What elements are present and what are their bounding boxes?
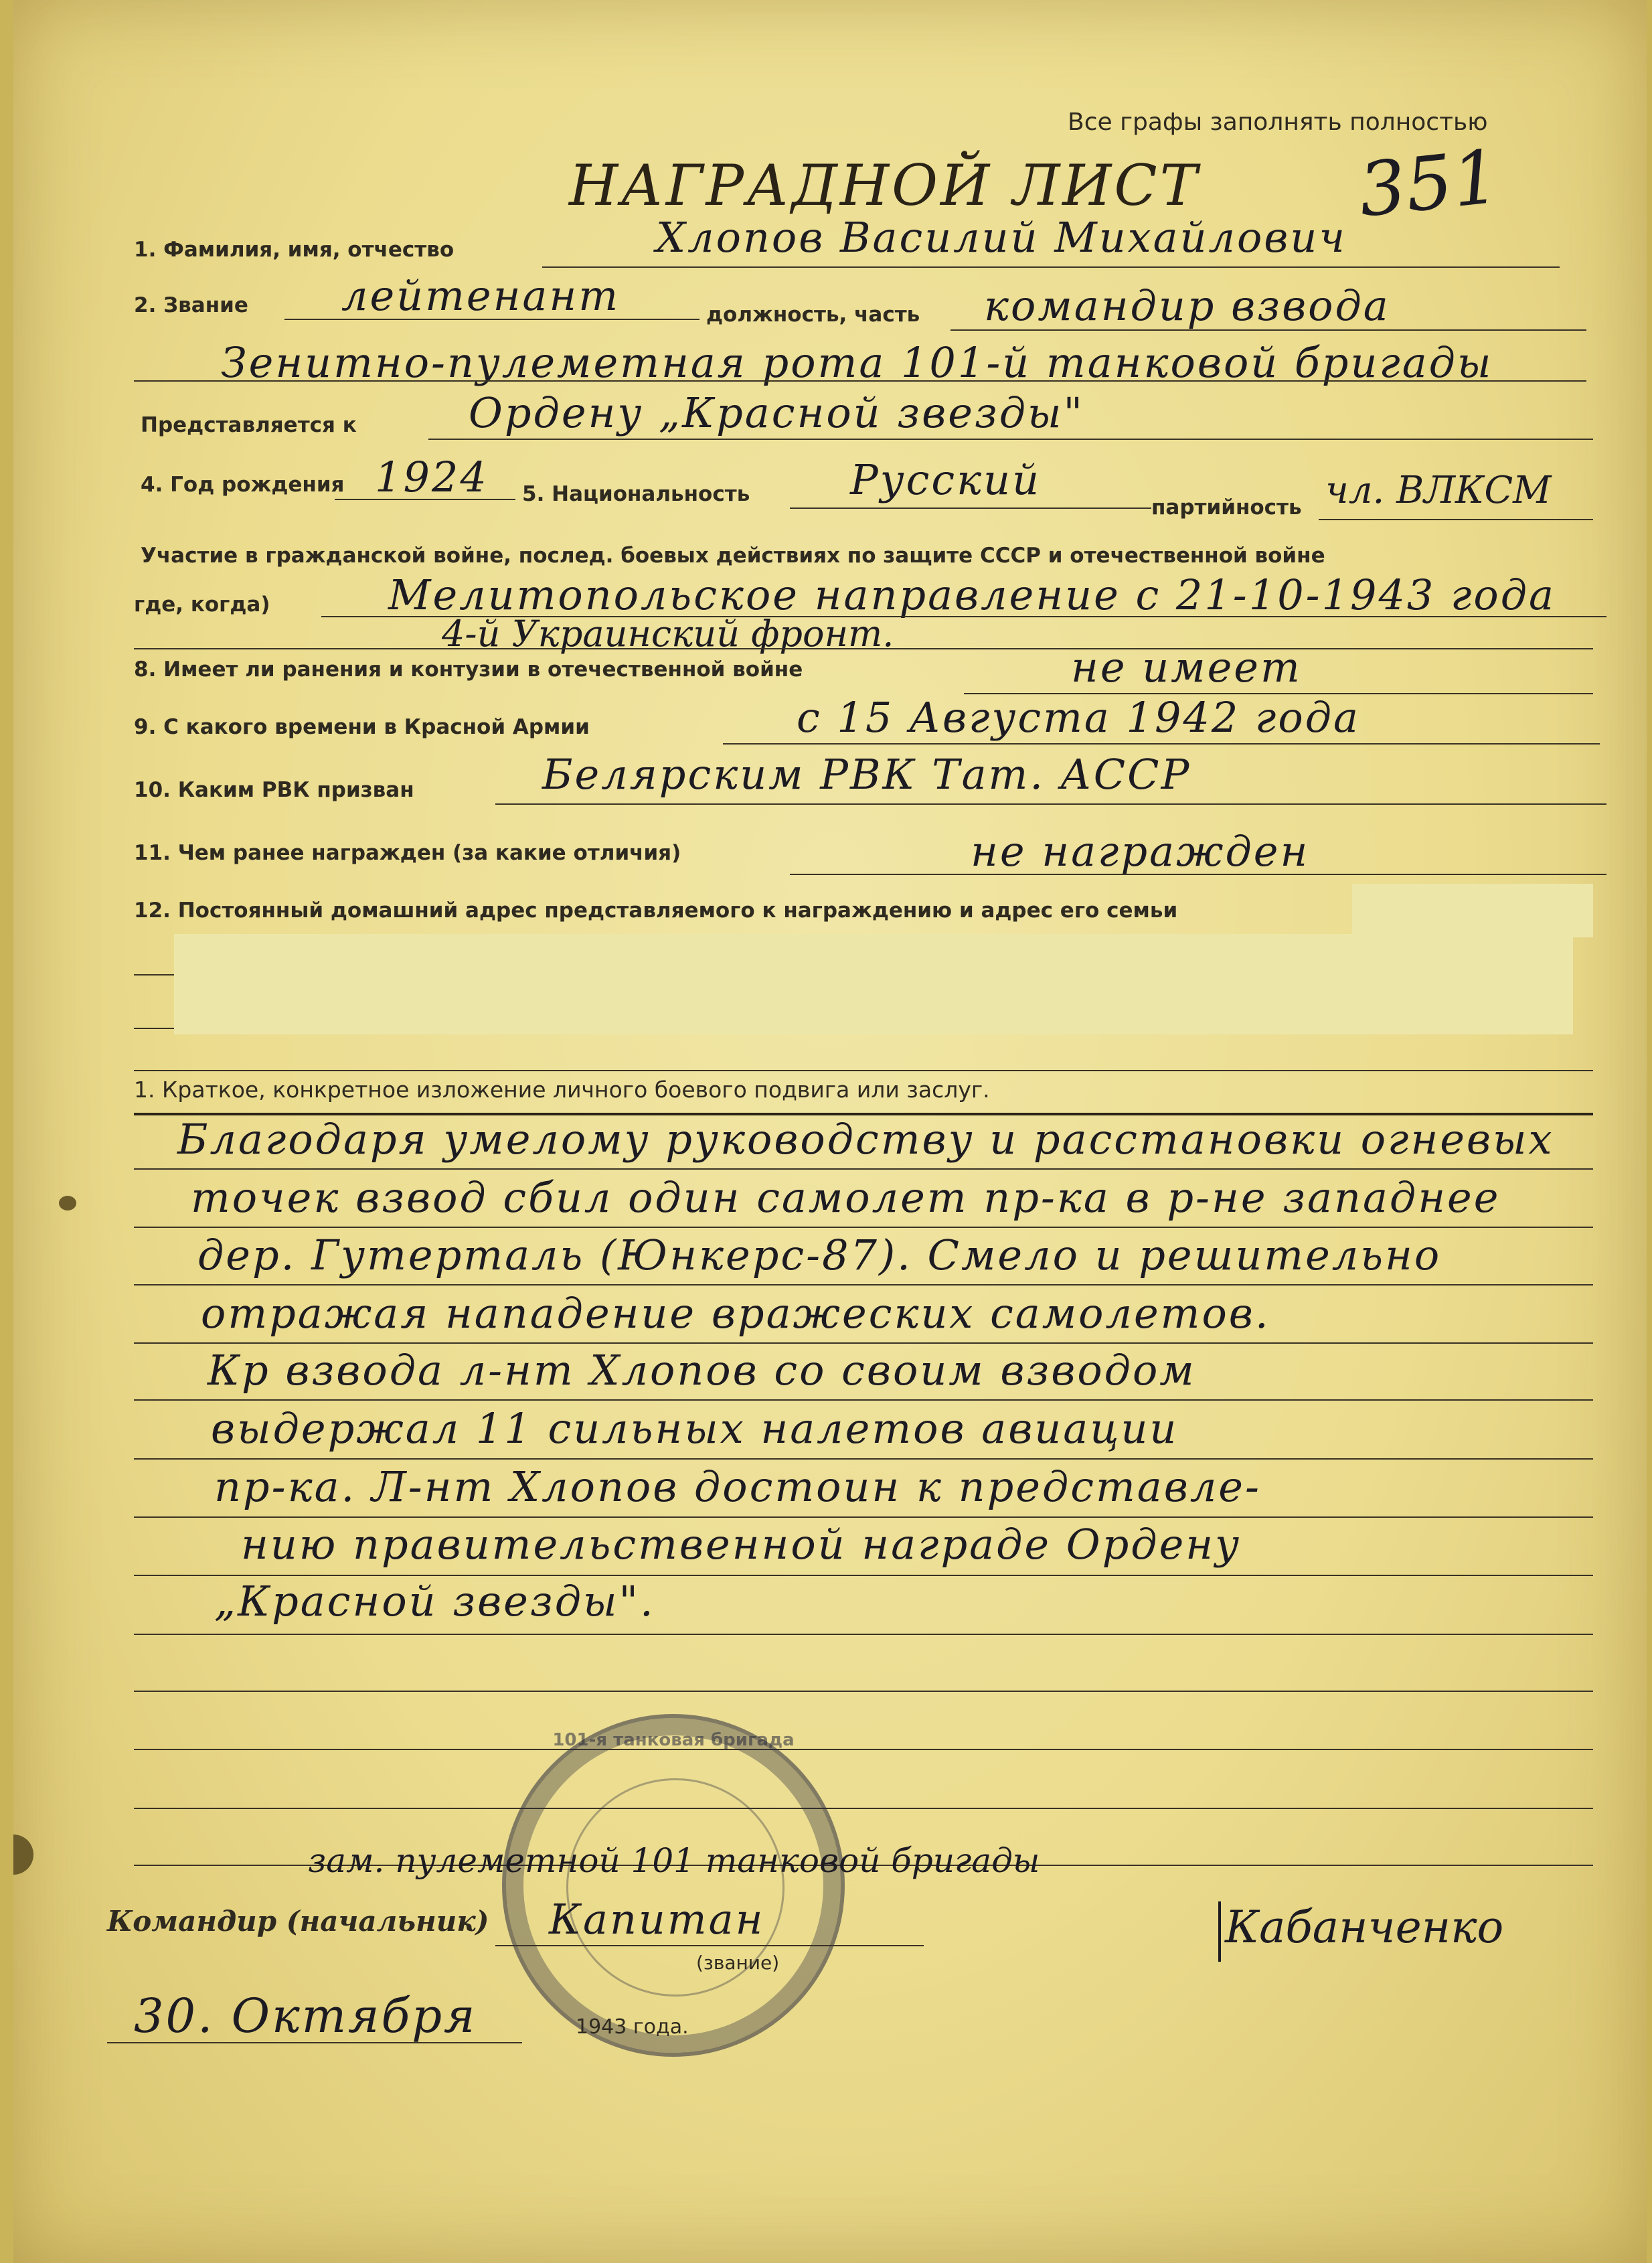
rule: [790, 874, 1606, 875]
punch-hole: [59, 1196, 76, 1211]
field-previous-awards-value: не награжден: [971, 827, 1310, 876]
feat-line: Благодаря умелому руководству и расстановки огневых: [177, 1115, 1554, 1164]
feat-line: пр-ка. Л-нт Хлопов достоин к представле-: [214, 1462, 1261, 1511]
feat-line: точек взвод сбил один самолет пр-ка в р-не западнее: [191, 1173, 1501, 1222]
field-participation-value-2: 4-й Украинский фронт.: [442, 613, 894, 655]
field-birthyear-label: 4. Год рождения: [141, 473, 345, 497]
signature-bracket: [1218, 1901, 1221, 1962]
signature-position: зам. пулеметной 101 танковой бригады: [308, 1841, 1040, 1880]
rule: [335, 499, 515, 500]
field-wounds-value: не имеет: [1071, 643, 1302, 692]
field-army-since-label: 9. С какого времени в Красной Армии: [134, 715, 590, 739]
document-title: НАГРАДНОЙ ЛИСТ: [569, 153, 1200, 218]
field-party-label: партийность: [1151, 495, 1302, 520]
feat-line: дер. Гутерталь (Юнкерс-87). Смело и решительно: [197, 1231, 1442, 1279]
field-address-label: 12. Постоянный домашний адрес представляемого к награждению и адрес его семьи: [134, 899, 1178, 923]
archive-number: 351: [1354, 133, 1504, 234]
rule: [134, 648, 1593, 649]
commander-signature: Кабанченко: [1225, 1901, 1504, 1953]
rule: [1319, 519, 1593, 520]
rule: [134, 1691, 1593, 1692]
feat-line: выдержал 11 сильных налетов авиации: [211, 1404, 1179, 1453]
field-birthyear-value: 1924: [375, 453, 489, 501]
rule: [134, 1575, 1593, 1576]
field-participation-value: Мелитопольское направление с 21-10-1943 года: [388, 570, 1556, 619]
feat-line: нию правительственной награде Ордену: [241, 1520, 1242, 1569]
field-position-value: командир взвода: [984, 281, 1390, 330]
field-nationality-label: 5. Национальность: [522, 482, 750, 506]
address-redaction: [1352, 884, 1593, 937]
rule: [284, 319, 699, 320]
field-rank-value: лейтенант: [341, 271, 621, 320]
rule: [134, 1749, 1593, 1750]
rule: [134, 1342, 1593, 1344]
rule: [134, 1516, 1593, 1518]
rule: [542, 266, 1560, 268]
field-participation-label-2: где, когда): [134, 593, 270, 617]
rule: [134, 1028, 174, 1029]
rule: [428, 439, 1593, 440]
rule: [951, 329, 1586, 331]
field-fio-label: 1. Фамилия, имя, отчество: [134, 238, 455, 262]
field-position-label: должность, часть: [706, 303, 920, 327]
rank-caption: (звание): [696, 1952, 780, 1974]
rule: [134, 1168, 1593, 1170]
field-previous-awards-label: 11. Чем ранее награжден (за какие отличия): [134, 841, 681, 865]
field-unit-value: Зенитно-пулеметная рота 101-й танковой бригады: [221, 338, 1493, 387]
field-army-since-value: с 15 Августа 1942 года: [797, 693, 1360, 742]
rule: [134, 1227, 1593, 1228]
fill-instruction: Все графы заполнять полностью: [1068, 108, 1488, 136]
year-label: 1943 года.: [576, 2015, 689, 2039]
field-party-value: чл. ВЛКСМ: [1325, 469, 1552, 512]
rule: [134, 1458, 1593, 1460]
field-rank-label: 2. Звание: [134, 293, 248, 317]
signing-date: 30. Октября: [134, 1988, 477, 2043]
rule: [134, 974, 174, 976]
field-award-value: Ордену „Красной звезды": [469, 388, 1085, 437]
seal-text: 101-я танковая бригада: [552, 1730, 795, 1750]
field-wounds-label: 8. Имеет ли ранения и контузии в отечественной войне: [134, 657, 803, 682]
feat-line: отражая нападение вражеских самолетов.: [201, 1289, 1270, 1338]
rule: [790, 508, 1151, 509]
address-redaction: [174, 934, 1573, 1034]
rule: [495, 803, 1606, 805]
rule: [134, 1284, 1593, 1285]
round-seal-stamp: [502, 1714, 845, 2057]
commander-rank: Капитан: [549, 1895, 765, 1944]
rule: [134, 1808, 1593, 1809]
field-rvk-label: 10. Каким РВК призван: [134, 778, 414, 802]
rule: [134, 380, 1586, 382]
rule: [107, 2042, 522, 2043]
field-rvk-value: Белярским РВК Тат. АССР: [542, 750, 1191, 799]
feat-line: Кр взвода л-нт Хлопов со своим взводом: [208, 1346, 1196, 1395]
field-participation-label: Участие в гражданской войне, послед. боевых действиях по защите СССР и отечественной войне: [141, 544, 1325, 568]
rule: [723, 743, 1600, 745]
rule: [134, 1634, 1593, 1635]
punch-hole: [13, 1835, 33, 1875]
feat-line: „Красной звезды".: [214, 1577, 655, 1626]
award-sheet: [13, 0, 1647, 2263]
field-award-label: Представляется к: [141, 413, 357, 437]
rule: [134, 1399, 1593, 1401]
rule: [495, 1945, 924, 1946]
field-nationality-value: Русский: [850, 455, 1042, 504]
rule: [134, 1070, 1593, 1071]
commander-label: Командир (начальник): [107, 1905, 489, 1938]
field-fio-value: Хлопов Василий Михайлович: [656, 213, 1347, 262]
feat-label: 1. Краткое, конкретное изложение личного боевого подвига или заслуг.: [134, 1077, 990, 1103]
